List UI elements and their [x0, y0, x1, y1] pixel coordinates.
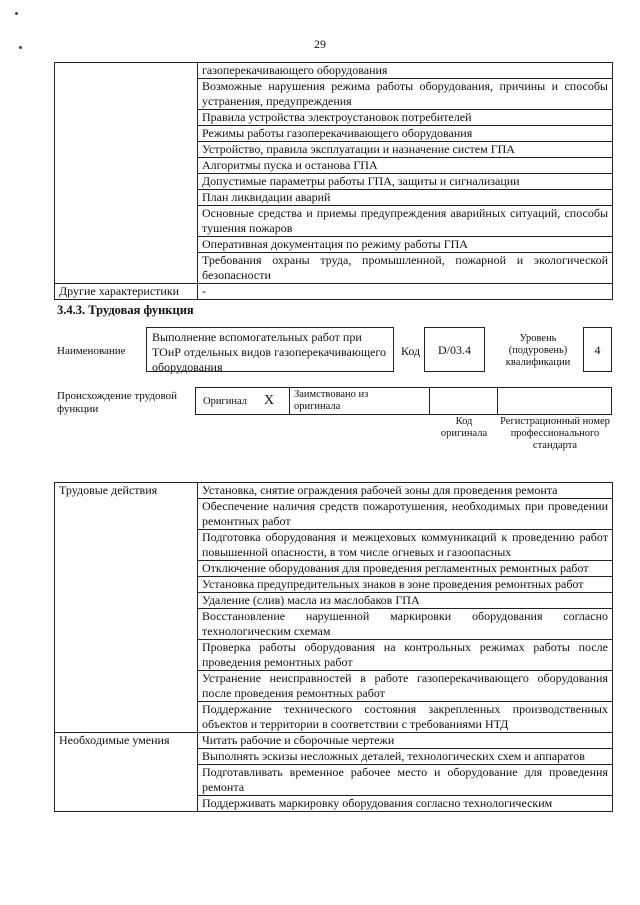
list-item: Оперативная документация по режиму работы ГПА [198, 237, 613, 253]
qualification-level-value: 4 [594, 343, 601, 357]
list-item: Устранение неисправностей в работе газоперекачивающего оборудования после проведения ремонтных работ [198, 671, 613, 702]
name-value-box [146, 327, 394, 372]
row-label-other-characteristics: Другие характеристики [55, 284, 198, 300]
list-item: Читать рабочие и сборочные чертежи [198, 733, 613, 749]
list-item: Поддержание технического состояния закрепленных производственных объектов и территории в соответствии с требованиями НТД [198, 702, 613, 733]
list-item: Основные средства и приемы предупреждения аварийных ситуаций, способы тушения пожаров [198, 206, 613, 237]
table-row [55, 284, 613, 300]
origin-label: Происхождение трудовой функции [57, 390, 178, 415]
original-mark: X [264, 393, 275, 408]
list-item: Отключение оборудования для проведения регламентных ремонтных работ [198, 561, 613, 577]
section-heading: 3.4.3. Трудовая функция [57, 303, 194, 317]
list-item: План ликвидации аварий [198, 190, 613, 206]
origin-divider [429, 388, 430, 414]
list-item: Требования охраны труда, промышленной, пожарной и экологической безопасности [198, 253, 613, 284]
list-item: Допустимые параметры работы ГПА, защиты и сигнализации [198, 174, 613, 190]
table-row [55, 63, 613, 79]
list-item: Режимы работы газоперекачивающего оборудования [198, 126, 613, 142]
page-number: 29 [314, 37, 326, 51]
registration-number-label: Регистрационный номер профессионального стандарта [500, 416, 610, 451]
list-item: Алгоритмы пуска и останова ГПА [198, 158, 613, 174]
requirements-table-bottom [54, 482, 613, 812]
qualification-level-box [583, 327, 612, 372]
scan-speck [19, 46, 22, 49]
row-label-labor-actions: Трудовые действия [55, 483, 198, 733]
scan-speck [15, 12, 18, 15]
code-value: D/03.4 [438, 343, 471, 357]
table-row [55, 733, 613, 749]
list-item: Возможные нарушения режима работы оборудования, причины и способы устранения, предупреждения [198, 79, 613, 110]
table-row [55, 483, 613, 499]
borrowed-label: Заимствовано из оригинала [294, 389, 369, 412]
list-item: Удаление (слив) масла из маслобаков ГПА [198, 593, 613, 609]
origin-table [195, 387, 612, 415]
list-item: газоперекачивающего оборудования [198, 63, 613, 79]
row-label-required-skills: Необходимые умения [55, 733, 198, 812]
list-item: Выполнять эскизы несложных деталей, технологических схем и аппаратов [198, 749, 613, 765]
row-label-empty [55, 63, 198, 284]
list-item: Восстановление нарушенной маркировки оборудования согласно технологическим схемам [198, 609, 613, 640]
original-label: Оригинал [203, 396, 247, 407]
origin-code-label: Код оригинала [440, 416, 488, 439]
name-value: Выполнение вспомогательных работ при ТОиР отдельных видов газоперекачивающего оборудования [152, 330, 387, 374]
origin-divider [497, 388, 498, 414]
list-item: - [198, 284, 613, 300]
list-item: Установка предупредительных знаков в зоне проведения ремонтных работ [198, 577, 613, 593]
code-value-box [424, 327, 485, 372]
requirements-table-top [54, 62, 613, 300]
list-item: Устройство, правила эксплуатации и назначение систем ГПА [198, 142, 613, 158]
list-item: Установка, снятие ограждения рабочей зоны для проведения ремонта [198, 483, 613, 499]
list-item: Поддерживать маркировку оборудования согласно технологическим [198, 796, 613, 812]
qualification-level-label: Уровень (подуровень) квалификации [505, 333, 571, 368]
code-label: Код [401, 344, 421, 358]
list-item: Обеспечение наличия средств пожаротушения, необходимых при проведении ремонтных работ [198, 499, 613, 530]
list-item: Подготавливать временное рабочее место и оборудование для проведения ремонта [198, 765, 613, 796]
origin-divider [289, 388, 290, 414]
list-item: Проверка работы оборудования на контрольных режимах работы после проведения ремонтных работ [198, 640, 613, 671]
name-label: Наименование [57, 345, 126, 357]
list-item: Подготовка оборудования и межцеховых коммуникаций к проведению работ повышенной опасности, в том числе огневых и газоопасных [198, 530, 613, 561]
list-item: Правила устройства электроустановок потребителей [198, 110, 613, 126]
